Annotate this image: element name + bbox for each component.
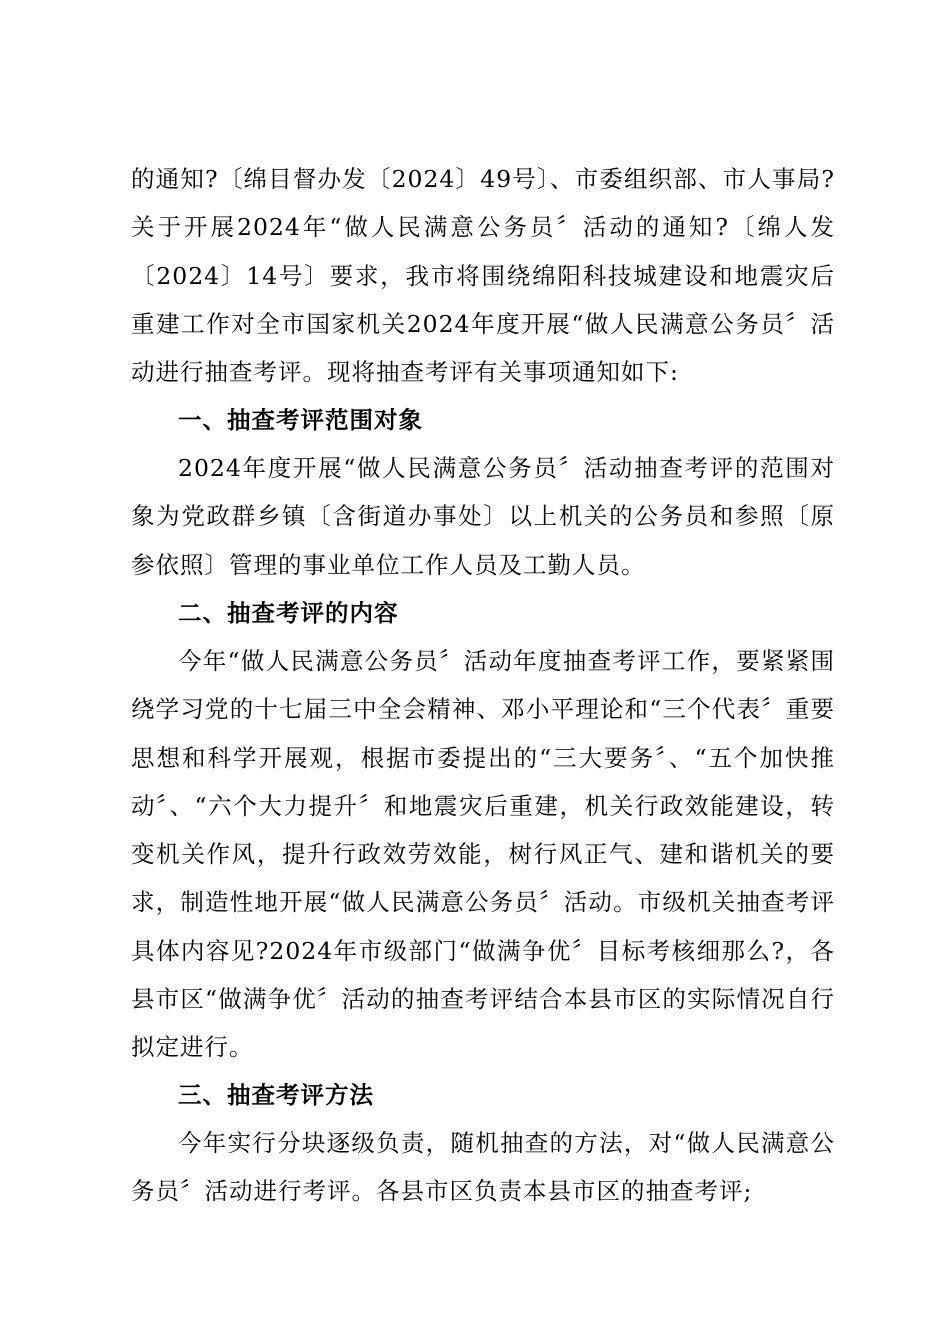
section-heading-2: 二、抽查考评的内容: [178, 599, 399, 627]
section-heading-3: 三、抽查考评方法: [178, 1081, 374, 1109]
section-heading-1: 一、抽查考评范围对象: [178, 406, 423, 434]
section-2-paragraph: 今年“做人民满意公务员〞活动年度抽查考评工作，要紧紧围绕学习党的十七届三中全会精神、邓小平理论和“三个代表〞重要思想和科学开展观，根据市委提出的“三大要务〞、“五个加快推动〞、“六个大力提升〞和地震灾后重建，机关行政效能建设，转变机关作风，提升行政效劳效能，树行风正气、建和谐机关的要求，制造性地开展“做人民满意公务员〞活动。市级机关抽查考评具体内容见?2024年市级部门“做满争优〞目标考核细那么?，各县市区“做满争优〞活动的抽查考评结合本县市区的实际情况自行拟定进行。: [131, 647, 835, 1062]
section-3-paragraph: 今年实行分块逐级负责，随机抽查的方法，对“做人民满意公务员〞活动进行考评。各县市区负责本县市区的抽查考评;: [131, 1129, 835, 1206]
section-1-paragraph: 2024年度开展“做人民满意公务员〞活动抽查考评的范围对象为党政群乡镇〔含街道办事处〕以上机关的公务员和参照〔原参依照〕管理的事业单位工作人员及工勤人员。: [131, 454, 835, 579]
intro-paragraph: 的通知?〔绵目督办发〔2024〕49号〕、市委组织部、市人事局?关于开展2024年“做人民满意公务员〞活动的通知?〔绵人发〔2024〕14号〕要求，我市将围绕绵阳科技城建设和地震灾后重建工作对全市国家机关2024年度开展“做人民满意公务员〞活动进行抽查考评。现将抽查考评有关事项通知如下:: [131, 165, 835, 387]
